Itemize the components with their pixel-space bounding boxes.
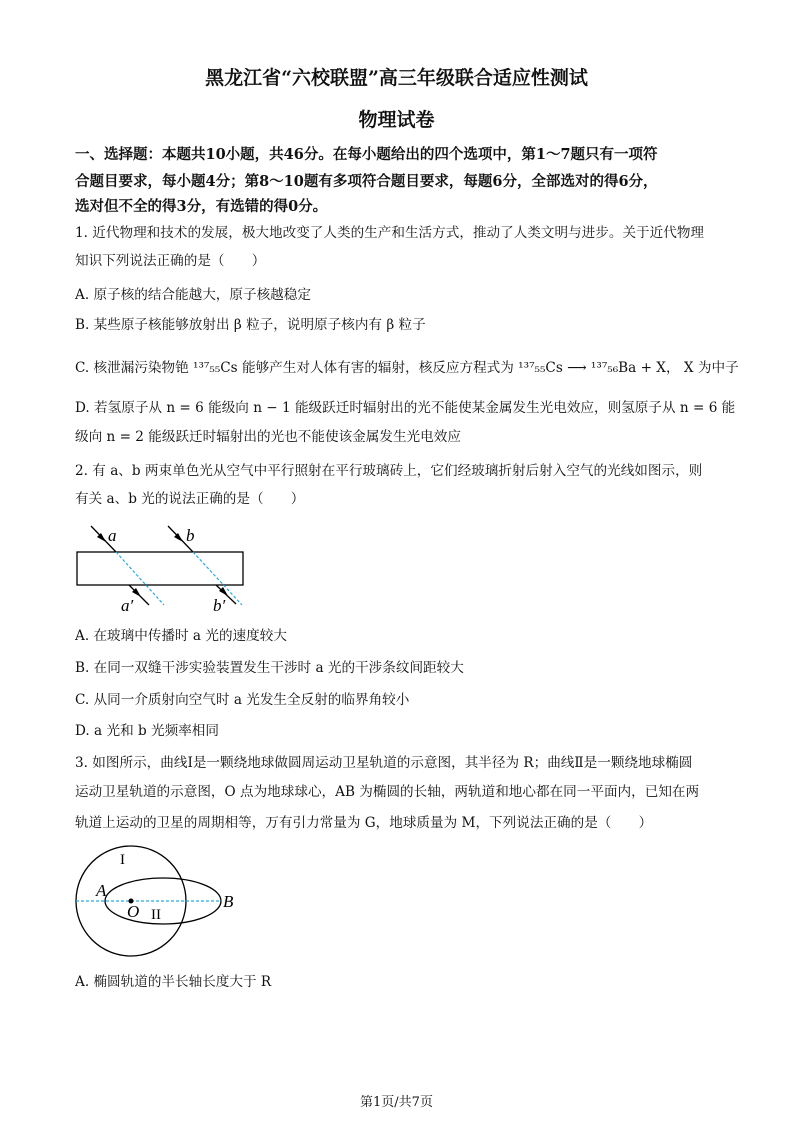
- label-a-prime: a′: [121, 596, 134, 615]
- q1-option-d: 级向 n = 2 能级跃迁时辐射出的光也不能使该金属发生光电效应: [75, 429, 461, 445]
- label-orbit-1: I: [120, 852, 125, 868]
- q1-option-a: A. 原子核的结合能越大，原子核越稳定: [75, 287, 311, 303]
- q1-stem: 1. 近代物理和技术的发展，极大地改变了人类的生产和生活方式，推动了人类文明与进步。关于近代物理: [75, 225, 705, 241]
- q3-option-a: A. 椭圆轨道的半长轴长度大于 R: [75, 974, 272, 990]
- section-header: 一、选择题：本题共10小题，共46分。在每小题给出的四个选项中，第1～7题只有一项符: [75, 146, 658, 163]
- q1-option-b: B. 某些原子核能够放射出 β 粒子，说明原子核内有 β 粒子: [75, 317, 426, 333]
- q1-stem: 知识下列说法正确的是（ ）: [75, 253, 266, 269]
- q2-option-a: A. 在玻璃中传播时 a 光的速度较大: [75, 628, 287, 644]
- q2-stem: 有关 a、b 光的说法正确的是（ ）: [75, 491, 305, 507]
- q2-option-b: B. 在同一双缝干涉实验装置发生干涉时 a 光的干涉条纹间距较大: [75, 660, 464, 676]
- q2-option-c: C. 从同一介质射向空气时 a 光发生全反射的临界角较小: [75, 692, 410, 708]
- page-footer: 第1页/共7页: [360, 1095, 433, 1110]
- label-b-prime: b′: [213, 596, 226, 615]
- orbit-figure: [76, 846, 234, 956]
- label-A: A: [96, 881, 107, 900]
- q3-stem: 3. 如图所示，曲线Ⅰ是一颗绕地球做圆周运动卫星轨道的示意图，其半径为 R；曲线Ⅱ是一颗绕地球椭圆: [75, 755, 693, 771]
- q1-option-c: C. 核泄漏污染物铯 ¹³⁷₅₅Cs 能够产生对人体有害的辐射，核反应方程式为 ¹³⁷₅₅Cs ⟶ ¹³⁷₅₆Ba + X， X 为中子: [75, 360, 739, 376]
- q1-option-d: D. 若氢原子从 n = 6 能级向 n − 1 能级跃迁时辐射出的光不能使某金属发生光电效应，则氢原子从 n = 6 能: [75, 400, 736, 416]
- q2-option-d: D. a 光和 b 光频率相同: [75, 723, 219, 739]
- label-orbit-2: II: [151, 907, 161, 923]
- exam-subtitle: 物理试卷: [358, 109, 435, 131]
- label-O: O: [127, 902, 140, 921]
- q2-stem: 2. 有 a、b 两束单色光从空气中平行照射在平行玻璃砖上，它们经玻璃折射后射入空气的光线如图示，则: [75, 463, 703, 479]
- label-a: a: [108, 526, 117, 545]
- q3-stem: 运动卫星轨道的示意图，O 点为地球球心，AB 为椭圆的长轴，两轨道和地心都在同一平面内，已知在两: [75, 784, 700, 800]
- glass-slab-figure: [77, 526, 243, 615]
- q3-stem: 轨道上运动的卫星的周期相等，万有引力常量为 G，地球质量为 M，下列说法正确的是（ ）: [75, 815, 653, 831]
- label-b: b: [186, 526, 195, 545]
- section-header: 合题目要求，每小题4分；第8～10题有多项符合题目要求，每题6分，全部选对的得6分，: [75, 173, 658, 190]
- exam-title: 黑龙江省“六校联盟”高三年级联合适应性测试: [205, 67, 588, 89]
- section-header: 选对但不全的得3分，有选错的得0分。: [75, 198, 328, 215]
- label-B: B: [223, 892, 234, 911]
